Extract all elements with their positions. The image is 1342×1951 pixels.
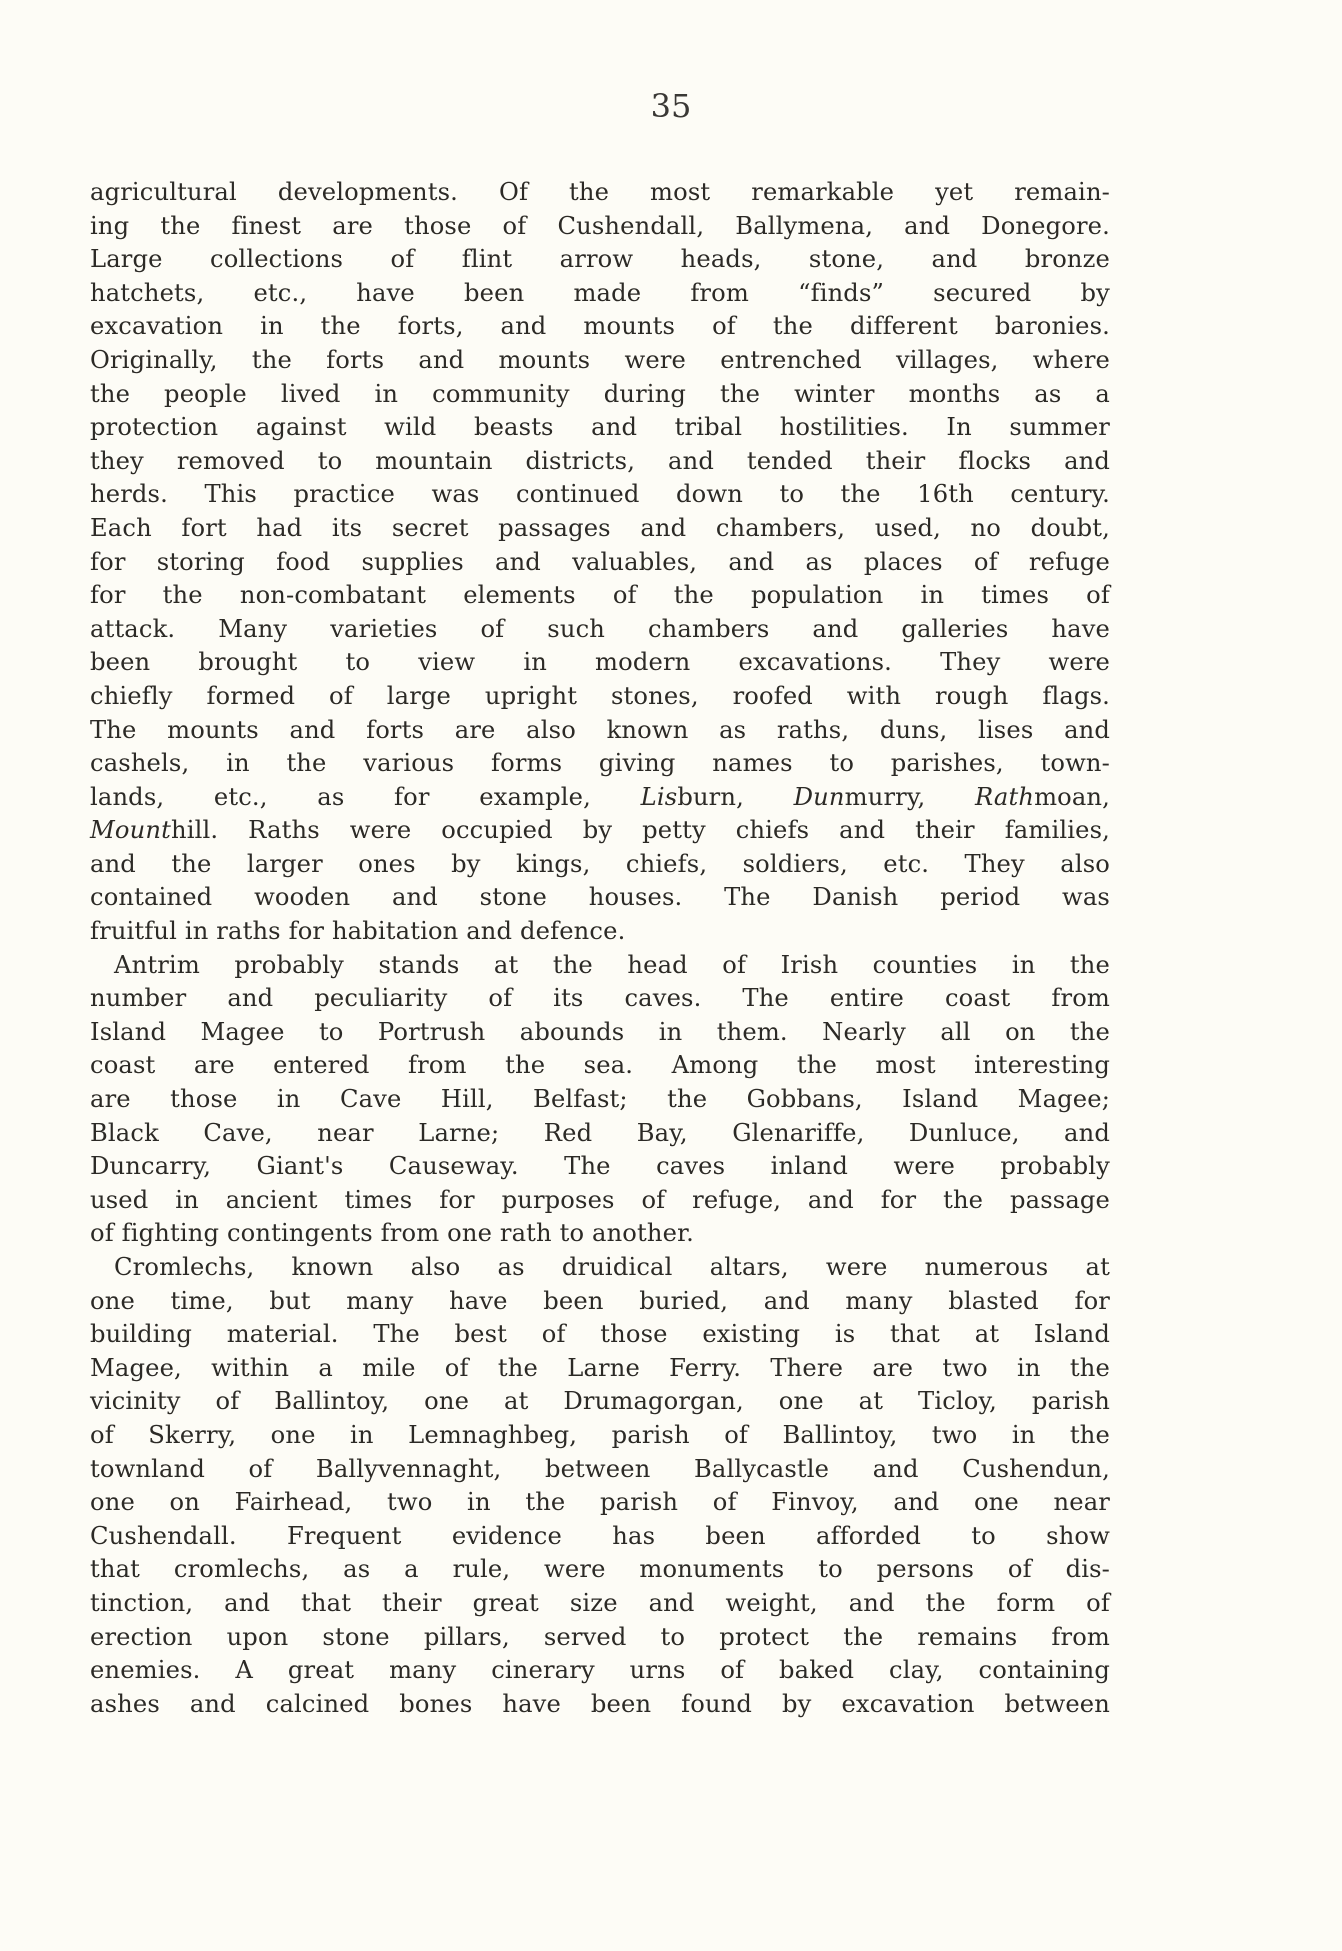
text-line: Cromlechs, known also as druidical altars, were numerous at <box>114 1253 1110 1281</box>
text-line: Island Magee to Portrush abounds in them. Nearly all on the <box>90 1017 1110 1046</box>
text-line: vicinity of Ballintoy, one at Drumagorgan, one at Ticloy, parish <box>90 1387 1110 1416</box>
text-line: they removed to mountain districts, and tended their flocks and <box>90 446 1110 475</box>
text-line: hatchets, etc., have been made from “finds” secured by <box>90 278 1110 307</box>
italic-segment: Lis <box>640 782 678 811</box>
page-number: 35 <box>650 87 692 125</box>
italic-segment: Dun <box>793 782 845 811</box>
italic-segment: Rath <box>974 782 1035 811</box>
text-segment: burn, <box>677 782 794 811</box>
text-line: of fighting contingents from one rath to another. <box>90 1219 694 1248</box>
text-line: ashes and calcined bones have been found by excavation between <box>90 1689 1110 1718</box>
text-line: Originally, the forts and mounts were entrenched villages, where <box>90 345 1110 374</box>
text-line: and the larger ones by kings, chiefs, soldiers, etc. They also <box>90 849 1110 878</box>
text-line: building material. The best of those existing is that at Island <box>90 1320 1110 1349</box>
text-line: for the non-combatant elements of the population in times of <box>90 581 1110 610</box>
text-line: Duncarry, Giant's Causeway. The caves inland were probably <box>90 1152 1110 1181</box>
text-line: cashels, in the various forms giving names to parishes, town- <box>90 749 1110 778</box>
text-line <box>90 781 1110 815</box>
text-line: Black Cave, near Larne; Red Bay, Glenariffe, Dunluce, and <box>90 1118 1110 1147</box>
text-line: Cushendall. Frequent evidence has been afforded to show <box>90 1521 1110 1550</box>
text-line: one on Fairhead, two in the parish of Finvoy, and one near <box>90 1488 1110 1517</box>
text-line: been brought to view in modern excavations. They were <box>90 648 1110 677</box>
text-line: Magee, within a mile of the Larne Ferry. There are two in the <box>90 1353 1110 1382</box>
text-line: The mounts and forts are also known as raths, duns, lises and <box>90 715 1110 744</box>
text-line: the people lived in community during the winter months as a <box>90 379 1110 408</box>
text-line: one time, but many have been buried, and many blasted for <box>90 1286 1110 1315</box>
text-line: attack. Many varieties of such chambers and galleries have <box>90 614 1110 643</box>
italic-segment: Mount <box>90 816 171 845</box>
text-line: tinction, and that their great size and weight, and the form of <box>90 1588 1110 1617</box>
text-line: number and peculiarity of its caves. The entire coast from <box>90 984 1110 1013</box>
text-line: that cromlechs, as a rule, were monuments to persons of dis- <box>90 1555 1110 1584</box>
text-line: chiefly formed of large upright stones, roofed with rough flags. <box>90 681 1110 710</box>
text-line: enemies. A great many cinerary urns of baked clay, containing <box>90 1656 1110 1685</box>
text-segment: lands, etc., as for example, <box>90 782 641 811</box>
body-text <box>90 176 1110 1721</box>
text-line: herds. This practice was continued down to the 16th century. <box>90 480 1110 509</box>
text-line: for storing food supplies and valuables, and as places of refuge <box>90 547 1110 576</box>
text-line: excavation in the forts, and mounts of the different baronies. <box>90 312 1110 341</box>
text-line: of Skerry, one in Lemnaghbeg, parish of Ballintoy, two in the <box>90 1420 1110 1449</box>
text-line: Antrim probably stands at the head of Irish counties in the <box>114 950 1110 979</box>
text-line: are those in Cave Hill, Belfast; the Gobbans, Island Magee; <box>90 1085 1110 1114</box>
text-line: fruitful in raths for habitation and defence. <box>90 917 626 946</box>
text-line: agricultural developments. Of the most remarkable yet remain- <box>90 178 1110 206</box>
text-line: used in ancient times for purposes of refuge, and for the passage <box>90 1185 1110 1214</box>
text-line: Each fort had its secret passages and chambers, used, no doubt, <box>90 513 1110 542</box>
text-segment: moan, <box>1034 782 1110 811</box>
text-line: ing the finest are those of Cushendall, Ballymena, and Donegore. <box>90 211 1110 240</box>
text-segment: murry, <box>844 782 975 811</box>
text-line: protection against wild beasts and tribal hostilities. In summer <box>90 413 1110 442</box>
text-line: Large collections of flint arrow heads, stone, and bronze <box>90 245 1110 274</box>
text-segment: hill. Raths were occupied by petty chiefs and their families, <box>170 816 1110 845</box>
text-line <box>90 814 1110 848</box>
text-line: contained wooden and stone houses. The Danish period was <box>90 883 1110 912</box>
text-line: erection upon stone pillars, served to protect the remains from <box>90 1622 1110 1651</box>
text-line: townland of Ballyvennaght, between Ballycastle and Cushendun, <box>90 1454 1110 1483</box>
text-line: coast are entered from the sea. Among the most interesting <box>90 1051 1110 1080</box>
